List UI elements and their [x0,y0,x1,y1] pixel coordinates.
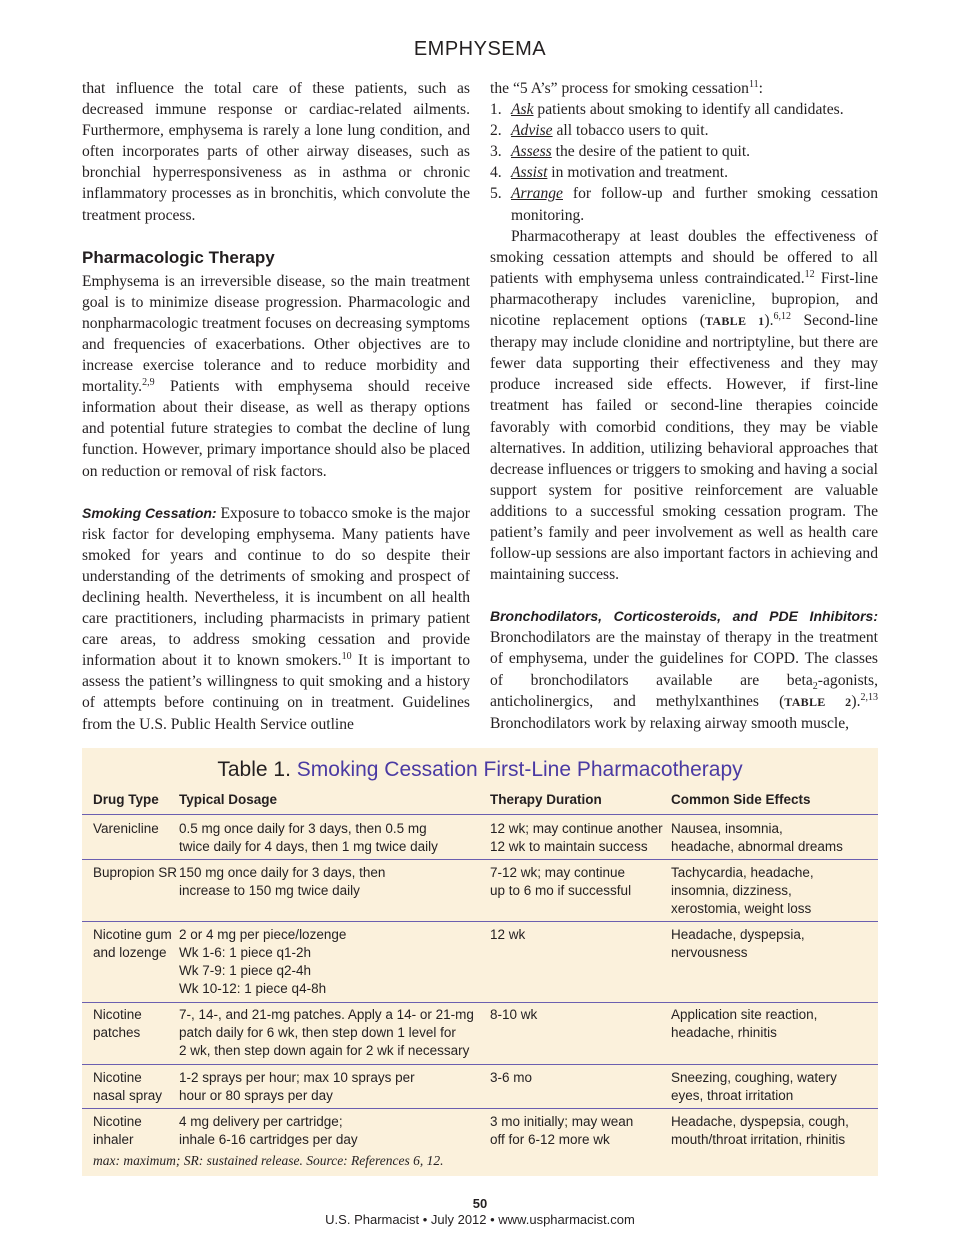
bronchodilators-runin: Bronchodilators, Corticosteroids, and PDE Inhibitors: [490,608,878,625]
table-1 [82,748,878,1176]
table-rule [82,1064,878,1065]
table-header [82,792,878,816]
intro-paragraph: that influence the total care of these patients, such as decreased immune response or cardiac-related ailments. Furthermore, emphysema is rarely a lone lung condition, and often incorporates parts of other airway diseases, such as bronchial hyperresponsiveness as in asthma or chronic inflammatory processes as in bronchitis, which convolute the treatment process. [82,80,470,224]
table-rule [82,859,878,860]
cell-dosage: 2 or 4 mg per piece/lozenge Wk 1-6: 1 piece q1-2h Wk 7-9: 1 piece q2-4h Wk 10-12: 1 piece q4-8h [179,927,347,996]
cell-drug-type: Nicotine patches [93,1007,142,1040]
step-text [511,120,878,141]
pharmaco-text-2: First-line pharmacotherapy includes varenicline, bupropion, and nicotine replacement options ( [490,269,879,330]
step-text [511,183,878,225]
smoking-cessation-runin: Smoking Cessation: [82,504,217,521]
cell-drug-type: Nicotine inhaler [93,1114,142,1147]
step-verb: Advise [511,122,553,140]
cell-drug-type: Nicotine gum and lozenge [93,927,172,960]
cell-duration: 3 mo initially; may wean off for 6-12 more wk [490,1114,634,1147]
beta-subscript: 2 [812,680,818,692]
step-number: 2. [490,122,502,140]
cell-dosage: 1-2 sprays per hour; max 10 sprays per hour or 80 sprays per day [179,1070,415,1103]
left-column [82,78,470,735]
cell-duration: 8-10 wk [490,1007,538,1022]
cell-dosage: 4 mg delivery per cartridge; inhale 6-16 cartridges per day [179,1114,358,1147]
smoking-cessation-paragraph [82,503,470,735]
step-number: 1. [490,101,502,119]
step-text [511,162,878,183]
step-verb: Ask [511,101,534,119]
cell-duration: 12 wk [490,927,526,942]
table-rule [82,921,878,922]
list-item [490,141,878,162]
step-verb: Arrange [511,185,563,203]
table-title [82,758,878,782]
smoking-text-2: It is important to assess the patient’s willingness to quit smoking and a history of attempts before continuing on in treatment. Guidelines from the U.S. Public Health Service outline [82,652,471,733]
step-verb: Assist [511,164,548,182]
publication-line: U.S. Pharmacist • July 2012 • www.uspharmacist.com [325,1212,635,1227]
pharmaco-text-1: Pharmacotherapy at least doubles the effectiveness of smoking cessation attempts and should be offered to all patients with emphysema unless contraindicated. [490,227,878,287]
cell-dosage: 150 mg once daily for 3 days, then increase to 150 mg twice daily [179,865,386,898]
table-rule [82,1002,878,1003]
broncho-text-1: Bronchodilators are the mainstay of therapy in the treatment of emphysema, under the guidelines for COPD. The classes of bronchodilators available are beta [490,629,878,689]
pharmaco-text-4: Second-line therapy may include clonidine and nortriptyline, but there are fewer data supporting their effectiveness and they may produce increased side effects. However, if first-line treatment has failed or second-line therapies coincide favorably with comorbid conditions, they may be viable alternatives. In addition, utilizing behavioral approaches that decrease influences or triggers to smoking and having a social support system for positive reinforcement are valuable additions to a successful smoking cessation program. The patient’s family and peer involvement as well as health care follow-up sessions are also important factors in achieving and maintaining success. [490,312,878,584]
pharm-reference: 2,9 [142,376,155,388]
step-text [511,141,878,162]
table-rule [82,1108,878,1109]
step-rest: in motivation and treatment. [547,164,728,182]
cell-duration: 7-12 wk; may continue up to 6 mo if successful [490,865,632,898]
pharmacotherapy-paragraph [490,226,878,586]
five-as-text: the “5 A’s” process for smoking cessation [490,80,749,97]
cell-duration: 12 wk; may continue another 12 wk to maintain success [490,821,663,854]
five-as-list [490,99,878,226]
pharmacologic-therapy-heading: Pharmacologic Therapy [82,247,275,267]
pharmaco-reference-2: 6,12 [773,310,792,322]
table-1-reference: TABLE 1 [704,314,765,329]
five-as-reference: 11 [748,78,759,90]
column-header-drug-type: Drug Type [93,792,159,807]
pharmacologic-paragraph [82,271,470,482]
column-header-therapy-duration: Therapy Duration [490,792,602,807]
smoking-text-1: Exposure to tobacco smoke is the major risk factor for developing emphysema. Many patients have smoked for years and continue to do so despite their understanding of the detriments of smoking and prospect of declining health. Nevertheless, it is incumbent on all health care practitioners, including pharmacists in primary patient care areas, to address smoking cessation and provide information about it to known smokers. [82,504,470,670]
column-header-typical-dosage: Typical Dosage [179,792,278,807]
list-item [490,162,878,183]
cell-dosage: 7-, 14-, and 21-mg patches. Apply a 14- or 21-mg patch daily for 6 wk, then step down 1 level for 2 wk, then step down again for 2 wk if necessary [179,1007,474,1058]
running-head: EMPHYSEMA [413,38,547,60]
table-rule [82,814,878,815]
broncho-text-2: -agonists, anticholinergics, and methylxanthines ( [490,671,878,710]
step-rest: all tobacco users to quit. [552,122,709,140]
cell-side-effects: Tachycardia, headache, insomnia, dizziness, xerostomia, weight loss [671,865,814,916]
step-text [511,99,878,120]
step-number: 3. [490,143,502,161]
cell-drug-type: Bupropion SR [93,865,178,880]
cell-side-effects: Headache, dyspepsia, cough, mouth/throat irritation, rhinitis [671,1114,849,1147]
cell-side-effects: Sneezing, coughing, watery eyes, throat irritation [671,1070,837,1103]
table-footnote: max: maximum; SR: sustained release. Source: References 6, 12. [93,1153,444,1168]
cell-dosage: 0.5 mg once daily for 3 days, then 0.5 mg twice daily for 4 days, then 1 mg twice daily [179,821,438,854]
pharm-text-1: Emphysema is an irreversible disease, so the main treatment goal is to minimize disease progression. Pharmacologic and nonpharmacologic treatment focuses on decreasing symptoms and frequencies of exacerbations. Other objectives are to increase exercise tolerance and to reduce morbidity and mortality. [82,272,470,396]
smoking-reference: 10 [341,651,352,663]
cell-side-effects: Application site reaction, headache, rhinitis [671,1007,818,1040]
cell-side-effects: Headache, dyspepsia, nervousness [671,927,805,960]
list-item [490,99,878,120]
list-item [490,183,878,225]
step-number: 5. [490,185,502,203]
cell-duration: 3-6 mo [490,1070,533,1085]
five-as-colon: : [758,80,763,97]
pharm-text-2: Patients with emphysema should receive information about their disease, as well as therapy options and potential future strategies to combat the decline of lung function. However, primary importance should also be placed on reduction or removal of risk factors. [82,378,470,480]
broncho-text-3: ). [851,692,861,710]
right-column [490,78,878,734]
broncho-text-4: Bronchodilators work by relaxing airway smooth muscle, [490,714,850,732]
table-title-prefix: Table 1. [217,758,291,781]
step-number: 4. [490,164,502,182]
table-2-reference: TABLE 2 [784,694,852,709]
step-rest: for follow-up and further smoking cessation monitoring. [511,185,878,224]
page-number: 50 [472,1196,488,1211]
cell-drug-type: Nicotine nasal spray [93,1070,163,1103]
table-title-text: Smoking Cessation First-Line Pharmacotherapy [296,758,743,781]
pharmaco-text-3: ). [764,312,774,330]
broncho-reference: 2,13 [860,691,878,703]
pharmaco-reference-1: 12 [804,268,815,280]
cell-side-effects: Nausea, insomnia, headache, abnormal dreams [671,821,843,854]
column-header-common-side-effects: Common Side Effects [671,792,811,807]
step-rest: patients about smoking to identify all candidates. [533,101,844,119]
step-rest: the desire of the patient to quit. [551,143,751,161]
bronchodilators-paragraph [490,606,878,734]
step-verb: Assess [511,143,552,161]
list-item [490,120,878,141]
cell-drug-type: Varenicline [93,821,159,836]
five-as-intro [490,78,878,99]
